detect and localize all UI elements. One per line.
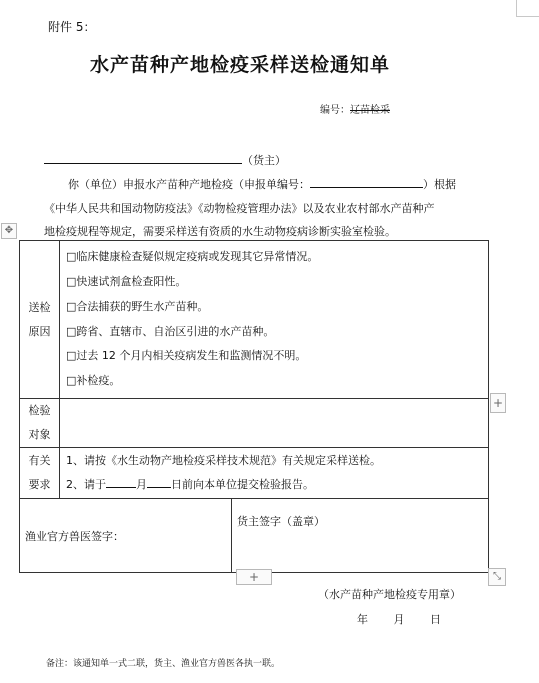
object-label-2: 对象	[28, 428, 51, 441]
owner-blank[interactable]	[44, 153, 242, 164]
owner-signature-cell[interactable]: 货主签字（盖章）	[232, 499, 489, 573]
serial-number	[320, 101, 390, 116]
requirement-2	[60, 473, 488, 497]
official-stamp-label: （水产苗种产地检疫专用章）	[318, 588, 461, 601]
intro-line-1-b: ）根据	[423, 178, 456, 191]
document-title: 水产苗种产地检疫采样送检通知单	[90, 54, 391, 76]
owner-line	[44, 152, 286, 168]
page-corner-marker	[516, 0, 539, 17]
object-value-cell[interactable]	[60, 399, 489, 448]
reason-label-cell	[20, 241, 60, 399]
requirements-label-2: 要求	[28, 478, 51, 491]
serial-label: 编号：	[320, 105, 350, 116]
requirements-label-cell	[20, 448, 60, 499]
requirement-1: 1、请按《水生动物产地检疫采样技术规范》有关规定采样送检。	[66, 454, 381, 467]
application-number-blank[interactable]	[310, 177, 423, 188]
reason-label-2: 原因	[28, 324, 51, 338]
resize-icon[interactable]: ⤡	[488, 568, 506, 586]
footer-note: 备注：该通知单一式二联，货主、渔业官方兽医各执一联。	[46, 659, 281, 669]
move-icon[interactable]: ✥	[1, 223, 17, 239]
requirement-2-b: 月	[136, 478, 147, 491]
add-row-plus-icon[interactable]: +	[236, 569, 272, 585]
requirement-2-c: 日前向本单位提交检验报告。	[171, 478, 314, 491]
attachment-number: 附件 5：	[48, 20, 96, 34]
reason-option[interactable]: □合法捕获的野生水产苗种。	[66, 299, 209, 313]
reason-label-1: 送检	[28, 300, 51, 314]
day-blank[interactable]	[147, 477, 171, 488]
requirement-2-a: 2、请于	[66, 478, 106, 491]
signature-row	[20, 499, 489, 573]
reason-option[interactable]: □补检疫。	[66, 373, 121, 387]
object-label-1: 检验	[28, 404, 51, 417]
date-line: 年 月 日	[357, 613, 441, 626]
requirements-cell	[60, 448, 489, 499]
reason-option[interactable]: □快速试剂盒检查阳性。	[66, 275, 187, 289]
reason-row	[20, 241, 489, 399]
owner-suffix: （货主）	[242, 154, 286, 167]
requirements-label-1: 有关	[28, 454, 51, 467]
intro-line-1	[68, 176, 456, 192]
reason-option[interactable]: □临床健康检查疑似规定疫病或发现其它异常情况。	[66, 250, 319, 264]
requirements-row	[20, 448, 489, 499]
inspection-table	[19, 240, 489, 573]
reason-options-cell	[60, 241, 489, 399]
vet-signature-cell[interactable]: 渔业官方兽医签字：	[20, 499, 232, 573]
month-blank[interactable]	[106, 477, 136, 488]
serial-value: 辽苗检采	[350, 105, 390, 116]
add-column-plus-icon[interactable]: +	[490, 393, 506, 413]
object-label-cell	[20, 399, 60, 448]
reason-option[interactable]: □跨省、直辖市、自治区引进的水产苗种。	[66, 324, 275, 338]
intro-line-3: 地检疫规程等规定，需要采样送有资质的水生动物疫病诊断实验室检验。	[44, 225, 396, 238]
intro-line-2: 《中华人民共和国动物防疫法》《动物检疫管理办法》以及农业农村部水产苗种产	[44, 202, 435, 215]
reason-option[interactable]: □过去 12 个月内相关疫病发生和监测情况不明。	[66, 349, 307, 363]
object-row	[20, 399, 489, 448]
intro-line-1-a: 你（单位）申报水产苗种产地检疫（申报单编号：	[68, 178, 310, 191]
